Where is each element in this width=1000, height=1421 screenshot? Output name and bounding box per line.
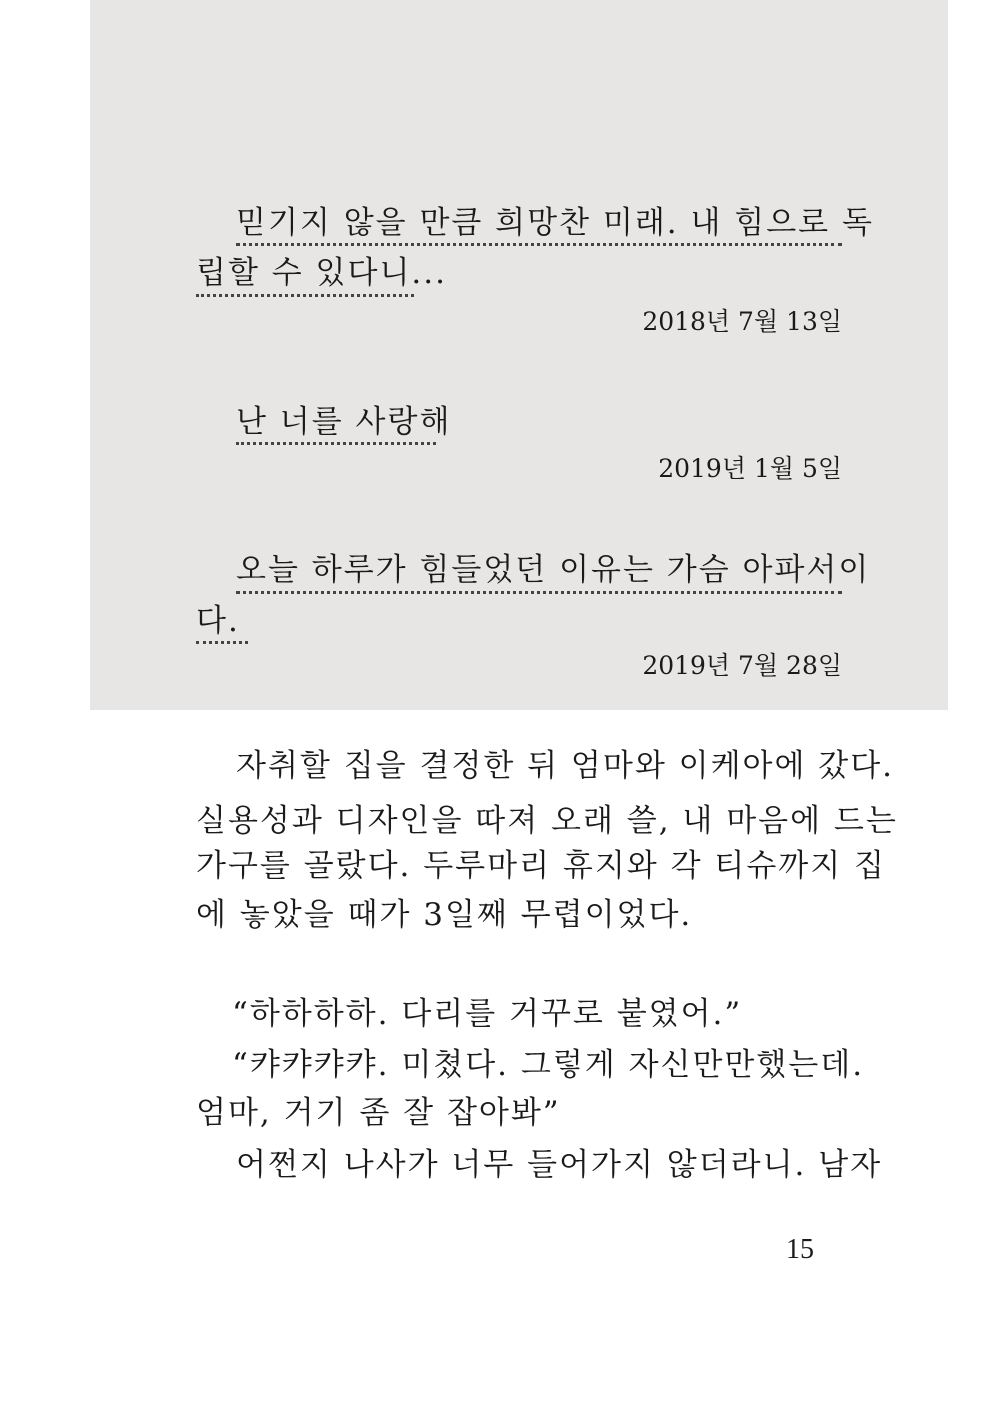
diary-entry-1-line-2: 립할 수 있다니...	[196, 255, 447, 291]
dialogue-line-2: “캬캬캬캬. 미쳤다. 그렇게 자신만만했는데.	[232, 1047, 865, 1083]
diary-entry-2-date: 2019년 1월 5일	[658, 454, 842, 483]
diary-entry-3-line-2: 다.	[196, 603, 240, 639]
diary-entry-1-date: 2018년 7월 13일	[642, 307, 842, 336]
body-paragraph-1-line-3: 가구를 골랐다. 두루마리 휴지와 각 티슈까지 집	[196, 848, 886, 884]
dotted-underline	[236, 442, 436, 445]
dotted-underline	[196, 294, 414, 297]
diary-entry-2-line-1: 난 너를 사랑해	[236, 404, 452, 440]
dotted-underline	[236, 591, 842, 594]
dialogue-line-1: “하하하하. 다리를 거꾸로 붙였어.”	[232, 996, 743, 1032]
body-paragraph-1-line-4: 에 놓았을 때가 3일째 무렵이었다.	[196, 897, 693, 933]
dotted-underline	[236, 243, 842, 246]
dotted-underline	[196, 641, 248, 644]
narration-line: 어쩐지 나사가 너무 들어가지 않더라니. 남자	[236, 1147, 883, 1183]
body-paragraph-1-line-1: 자취할 집을 결정한 뒤 엄마와 이케아에 갔다.	[236, 748, 895, 784]
body-paragraph-1-line-2: 실용성과 디자인을 따져 오래 쓸, 내 마음에 드는	[196, 803, 898, 839]
dialogue-line-3: 엄마, 거기 좀 잘 잡아봐”	[196, 1095, 561, 1131]
diary-entry-3-date: 2019년 7월 28일	[642, 651, 842, 680]
diary-entry-3-line-1: 오늘 하루가 힘들었던 이유는 가슴 아파서이	[236, 552, 871, 588]
page-number: 15	[786, 1234, 814, 1265]
diary-entry-1-line-1: 믿기지 않을 만큼 희망찬 미래. 내 힘으로 독	[236, 205, 874, 241]
